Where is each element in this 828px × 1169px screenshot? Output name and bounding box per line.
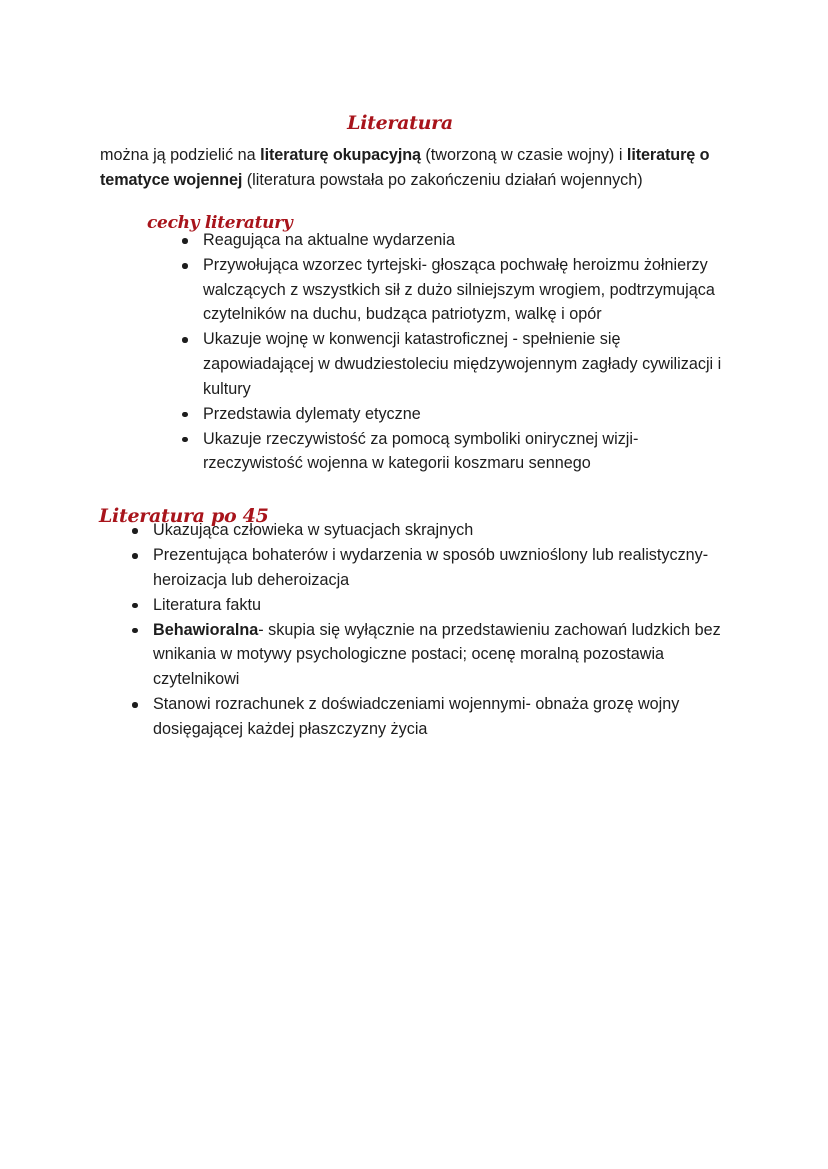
list-item-text: Ukazująca człowieka w sytuacjach skrajnych: [153, 521, 474, 539]
list-item-text: Literatura faktu: [153, 595, 261, 614]
list-item: [130, 543, 725, 592]
intro-text-part2: (tworzoną w czasie wojny) i: [420, 146, 627, 165]
list-item: [130, 518, 725, 543]
list-item: [130, 692, 725, 741]
section-heading-literatura-po-45: Literatura po 45: [99, 504, 269, 527]
list-item: [130, 593, 725, 618]
list-item: [180, 228, 725, 253]
list-item-text: Przywołująca wzorzec tyrtejski- głosząca pochwałę heroizmu żołnierzy walczących z wszystkich sił z dużo silniejszym wrogiem, podtrzymująca czytelników na duchu, budząca patriotyzm, walkę i opór: [203, 256, 715, 324]
list-item-bold: Behawioralna: [153, 620, 259, 639]
section-heading-cechy-literatury: cechy literatury: [147, 213, 293, 234]
list-cechy-literatury: [180, 228, 725, 476]
list-item-text: Stanowi rozrachunek z doświadczeniami wojennymi- obnaża grozę wojny dosięgającej każdej płaszczyzny życia: [153, 695, 680, 738]
list-item: [180, 327, 725, 401]
list-item-text: Ukazuje rzeczywistość za pomocą symboliki onirycznej wizji- rzeczywistość wojenna w kategorii koszmaru sennego: [203, 429, 639, 473]
list-item-text: Reagująca na aktualne wydarzenia: [203, 231, 455, 249]
intro-bold-okupacyjna: literaturę okupacyjną: [260, 146, 421, 165]
list-item-text: Ukazuje wojnę w konwencji katastroficznej - spełnienie się zapowiadającej w dwudziestoleciu międzywojennym zagłady cywilizacji i kultury: [203, 330, 722, 398]
list-literatura-po-45: [130, 518, 725, 742]
list-item: [130, 618, 725, 692]
page-title-text: Literatura: [347, 111, 453, 134]
intro-paragraph: [100, 143, 725, 192]
list-item: [180, 427, 725, 476]
list-item-text: Przedstawia dylematy etyczne: [203, 404, 421, 423]
list-item: [180, 253, 725, 327]
intro-bold-tematyka-wojenna: literaturę o tematyce wojennej: [100, 146, 710, 189]
page-title: [0, 111, 828, 134]
intro-text-part3: (literatura powstała po zakończeniu działań wojennych): [242, 170, 643, 189]
list-item: [180, 402, 725, 427]
list-item-text: - skupia się wyłącznie na przedstawieniu zachowań ludzkich bez wnikania w motywy psychologiczne postaci; ocenę moralną pozostawia czytelnikowi: [153, 620, 721, 689]
list-item-text: Prezentująca bohaterów i wydarzenia w sposób uwznioślony lub realistyczny- heroizacja lub deheroizacja: [153, 546, 709, 589]
intro-text-part1: można ją podzielić na: [100, 146, 261, 165]
